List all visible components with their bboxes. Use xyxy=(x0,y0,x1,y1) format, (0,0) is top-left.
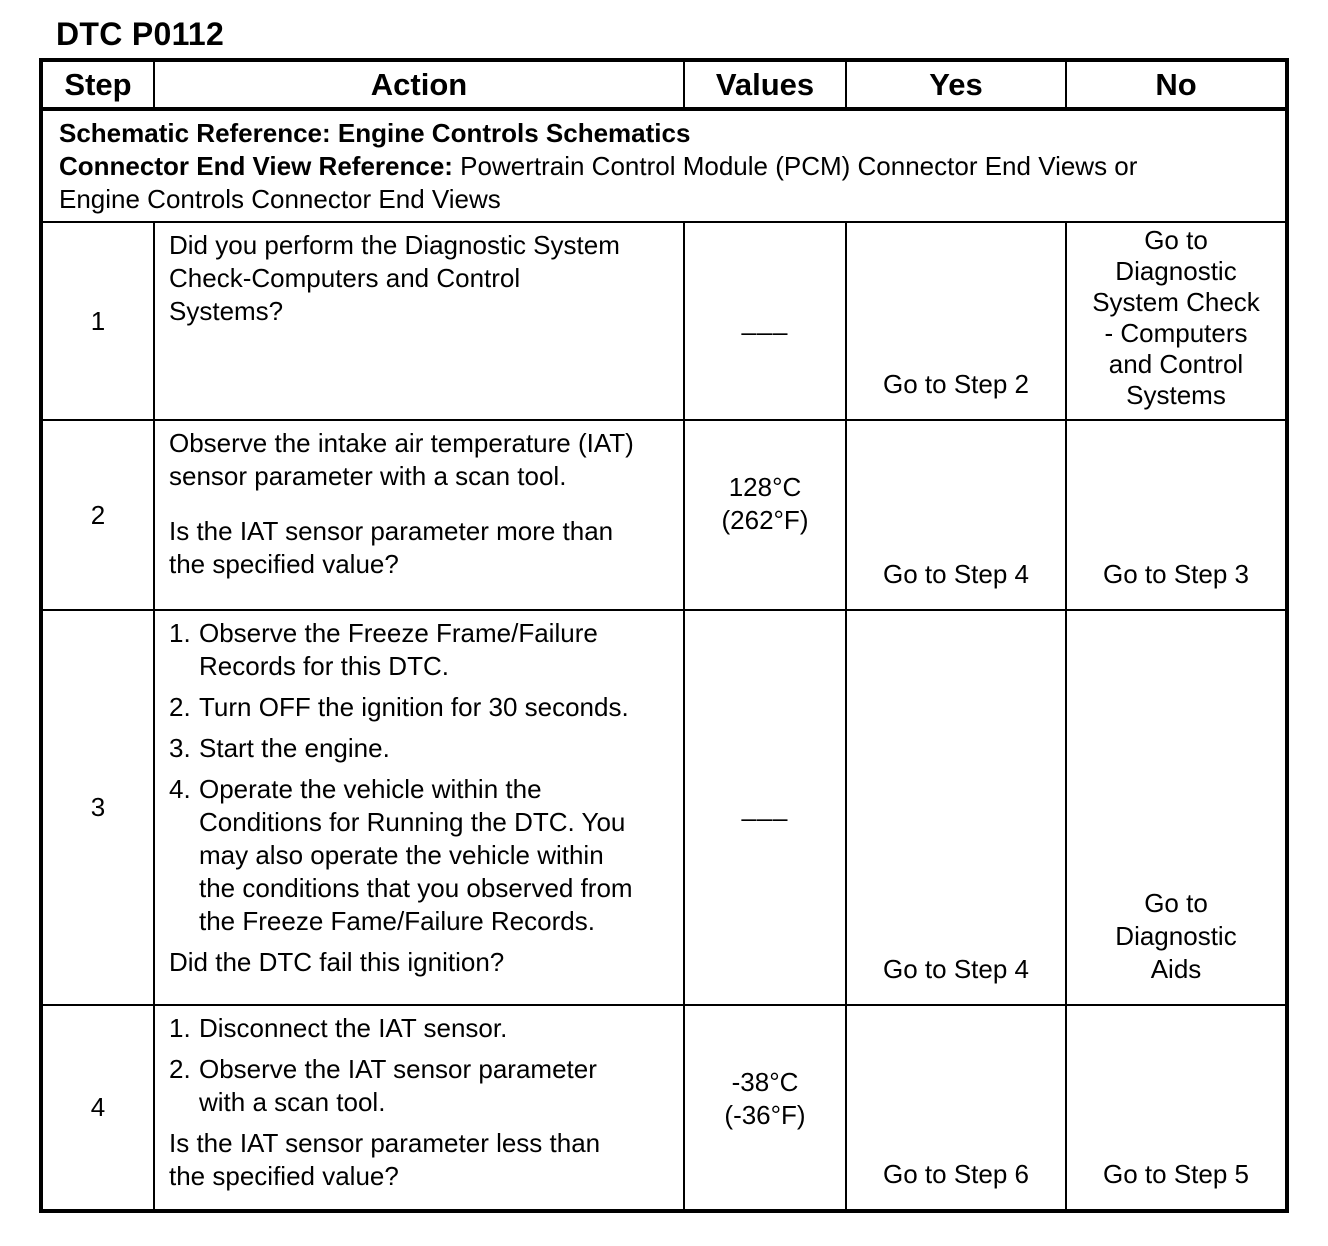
action-cell xyxy=(154,610,684,1005)
step-number: 3 xyxy=(41,610,154,1005)
no-line: and Control xyxy=(1108,349,1244,379)
no-cell: Go to Step 3 xyxy=(1066,420,1287,610)
connector-reference xyxy=(59,150,1285,183)
connector-reference-text-2: Engine Controls Connector End Views xyxy=(59,184,501,214)
question-line: the specified value? xyxy=(169,1161,399,1191)
header-no: No xyxy=(1066,60,1287,109)
connector-reference-text: Powertrain Control Module (PCM) Connector End Views or xyxy=(452,151,1138,181)
list-line: Start the engine. xyxy=(199,733,390,763)
header-yes: Yes xyxy=(846,60,1066,109)
list-number: 1. xyxy=(169,1013,191,1043)
no-line: System Check xyxy=(1092,287,1260,317)
list-item xyxy=(169,1012,671,1045)
page-title: DTC P0112 xyxy=(56,16,225,52)
reference-cell xyxy=(41,109,1287,222)
no-cell: Go to Step 5 xyxy=(1066,1005,1287,1211)
value-text: (-36°F) xyxy=(724,1100,806,1130)
list-item xyxy=(169,1053,671,1119)
connector-reference-label: Connector End View Reference: xyxy=(59,151,453,181)
step-number: 1 xyxy=(41,222,154,420)
table-row xyxy=(41,1005,1287,1211)
no-line: Go to xyxy=(1144,888,1208,918)
value-cell xyxy=(684,222,846,420)
list-line: Operate the vehicle within the xyxy=(199,774,542,804)
step-number: 2 xyxy=(41,420,154,610)
value-cell xyxy=(684,1005,846,1211)
no-line: Aids xyxy=(1150,954,1202,984)
list-line: may also operate the vehicle within xyxy=(199,840,604,870)
list-number: 3. xyxy=(169,733,191,763)
list-line: Records for this DTC. xyxy=(199,651,449,681)
action-cell xyxy=(154,222,684,420)
list-item xyxy=(169,691,671,724)
value-text: ___ xyxy=(741,305,789,336)
list-line: with a scan tool. xyxy=(199,1087,386,1117)
list-number: 4. xyxy=(169,774,191,804)
list-line: the conditions that you observed from xyxy=(199,873,633,903)
yes-cell: Go to Step 4 xyxy=(846,610,1066,1005)
action-list xyxy=(169,1012,671,1119)
step-number: 4 xyxy=(41,1005,154,1211)
list-line: Turn OFF the ignition for 30 seconds. xyxy=(199,692,629,722)
table-row xyxy=(41,610,1287,1005)
list-item xyxy=(169,732,671,765)
value-cell xyxy=(684,420,846,610)
no-line: Systems xyxy=(1126,380,1226,410)
no-line: Go to xyxy=(1144,225,1208,255)
action-line: sensor parameter with a scan tool. xyxy=(169,461,567,491)
list-line: Observe the IAT sensor parameter xyxy=(199,1054,597,1084)
header-row xyxy=(41,60,1287,109)
action-line: Did you perform the Diagnostic System xyxy=(169,230,620,260)
question-line: the specified value? xyxy=(169,549,399,579)
reference-row xyxy=(41,109,1287,222)
list-line: the Freeze Fame/Failure Records. xyxy=(199,906,595,936)
yes-cell: Go to Step 4 xyxy=(846,420,1066,610)
question-line: Is the IAT sensor parameter more than xyxy=(169,516,614,546)
action-line: Check-Computers and Control xyxy=(169,263,521,293)
no-cell xyxy=(1066,610,1287,1005)
diagnostic-table xyxy=(39,58,1289,1213)
question-line: Did the DTC fail this ignition? xyxy=(169,947,505,977)
schematic-reference: Schematic Reference: Engine Controls Schematics xyxy=(59,118,691,148)
action-list xyxy=(169,617,671,938)
list-item xyxy=(169,773,671,938)
list-number: 2. xyxy=(169,1054,191,1084)
list-line: Disconnect the IAT sensor. xyxy=(199,1013,508,1043)
header-step: Step xyxy=(41,60,154,109)
table-row xyxy=(41,222,1287,420)
list-line: Conditions for Running the DTC. You xyxy=(199,807,626,837)
no-line: Diagnostic xyxy=(1115,921,1237,951)
value-text: ___ xyxy=(741,792,789,822)
value-cell xyxy=(684,610,846,1005)
no-line: - Computers xyxy=(1104,318,1248,348)
yes-cell: Go to Step 2 xyxy=(846,222,1066,420)
no-cell xyxy=(1066,222,1287,420)
list-number: 2. xyxy=(169,692,191,722)
question-line: Is the IAT sensor parameter less than xyxy=(169,1128,601,1158)
value-text: -38°C xyxy=(731,1067,799,1097)
list-line: Observe the Freeze Frame/Failure xyxy=(199,618,598,648)
yes-cell: Go to Step 6 xyxy=(846,1005,1066,1211)
value-text: (262°F) xyxy=(721,505,809,535)
header-action: Action xyxy=(154,60,684,109)
no-line: Diagnostic xyxy=(1115,256,1237,286)
value-text: 128°C xyxy=(728,472,802,502)
action-line: Systems? xyxy=(169,296,284,326)
action-line: Observe the intake air temperature (IAT) xyxy=(169,428,634,458)
action-cell xyxy=(154,1005,684,1211)
table-row xyxy=(41,420,1287,610)
list-number: 1. xyxy=(169,618,191,648)
header-values: Values xyxy=(684,60,846,109)
action-cell xyxy=(154,420,684,610)
list-item xyxy=(169,617,671,683)
